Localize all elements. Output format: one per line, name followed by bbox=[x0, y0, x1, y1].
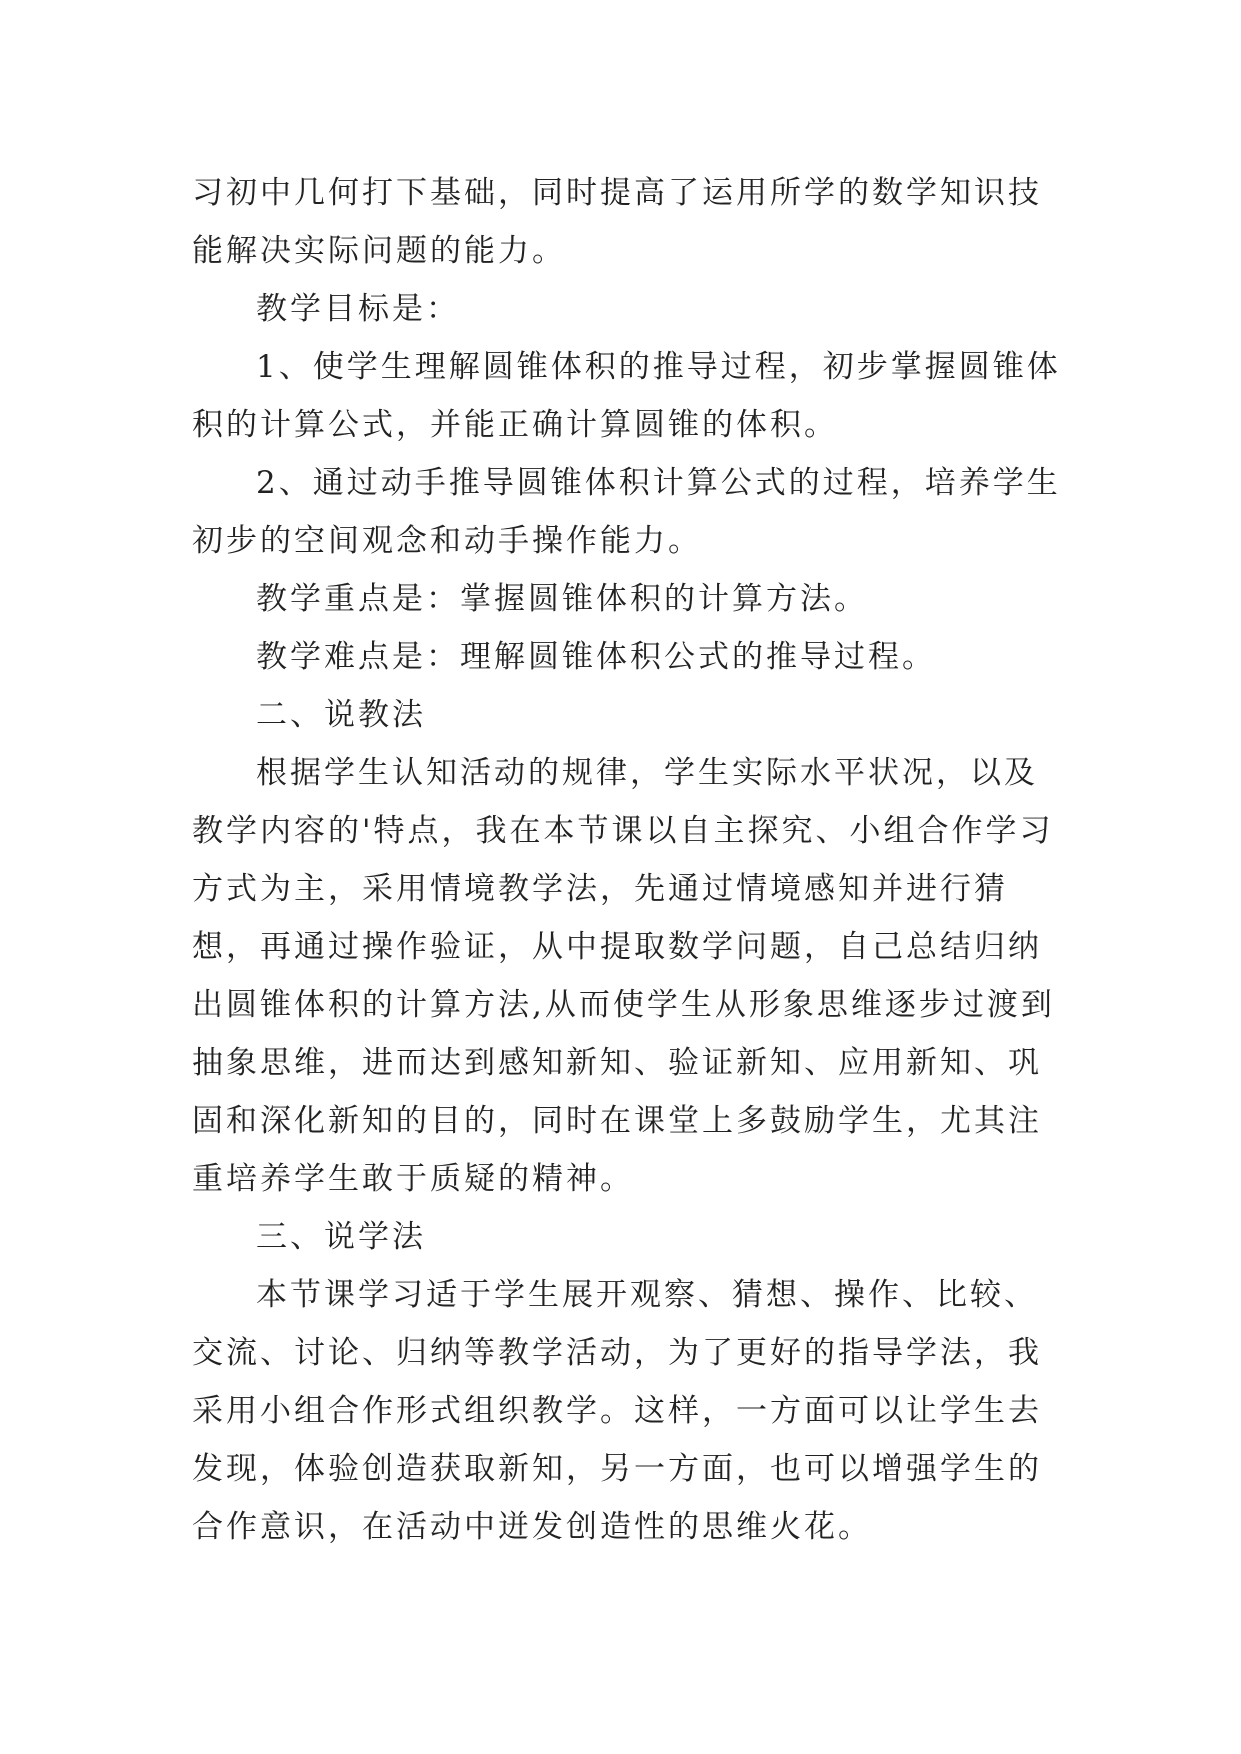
paragraph-objective-2: 2、通过动手推导圆锥体积计算公式的过程，培养学生初步的空间观念和动手操作能力。 bbox=[192, 465, 1061, 559]
paragraph-key-point: 教学重点是：掌握圆锥体积的计算方法。 bbox=[256, 581, 868, 617]
section-heading-learning-method: 三、说学法 bbox=[256, 1219, 426, 1255]
body-text bbox=[192, 164, 1062, 1556]
paragraph-continuation: 习初中几何打下基础，同时提高了运用所学的数学知识技能解决实际问题的能力。 bbox=[192, 175, 1042, 269]
paragraph-objective-1: 1、使学生理解圆锥体积的推导过程，初步掌握圆锥体积的计算公式，并能正确计算圆锥的体积。 bbox=[192, 349, 1061, 443]
section-heading-teaching-method: 二、说教法 bbox=[256, 697, 426, 733]
paragraph-teaching-method: 根据学生认知活动的规律，学生实际水平状况，以及教学内容的'特点，我在本节课以自主探究、小组合作学习方式为主，采用情境教学法，先通过情境感知并进行猜想，再通过操作验证，从中提取数学问题，自己总结归纳出圆锥体积的计算方法,从而使学生从形象思维逐步过渡到抽象思维，进而达到感知新知、验证新知、应用新知、巩固和深化新知的目的，同时在课堂上多鼓励学生，尤其注重培养学生敢于质疑的精神。 bbox=[192, 755, 1055, 1197]
paragraph-learning-method: 本节课学习适于学生展开观察、猜想、操作、比较、交流、讨论、归纳等教学活动，为了更好的指导学法，我采用小组合作形式组织教学。这样，一方面可以让学生去发现，体验创造获取新知，另一方面，也可以增强学生的合作意识，在活动中迸发创造性的思维火花。 bbox=[192, 1277, 1042, 1545]
paragraph-objectives-heading: 教学目标是： bbox=[256, 291, 460, 327]
paragraph-difficulty: 教学难点是：理解圆锥体积公式的推导过程。 bbox=[256, 639, 936, 675]
